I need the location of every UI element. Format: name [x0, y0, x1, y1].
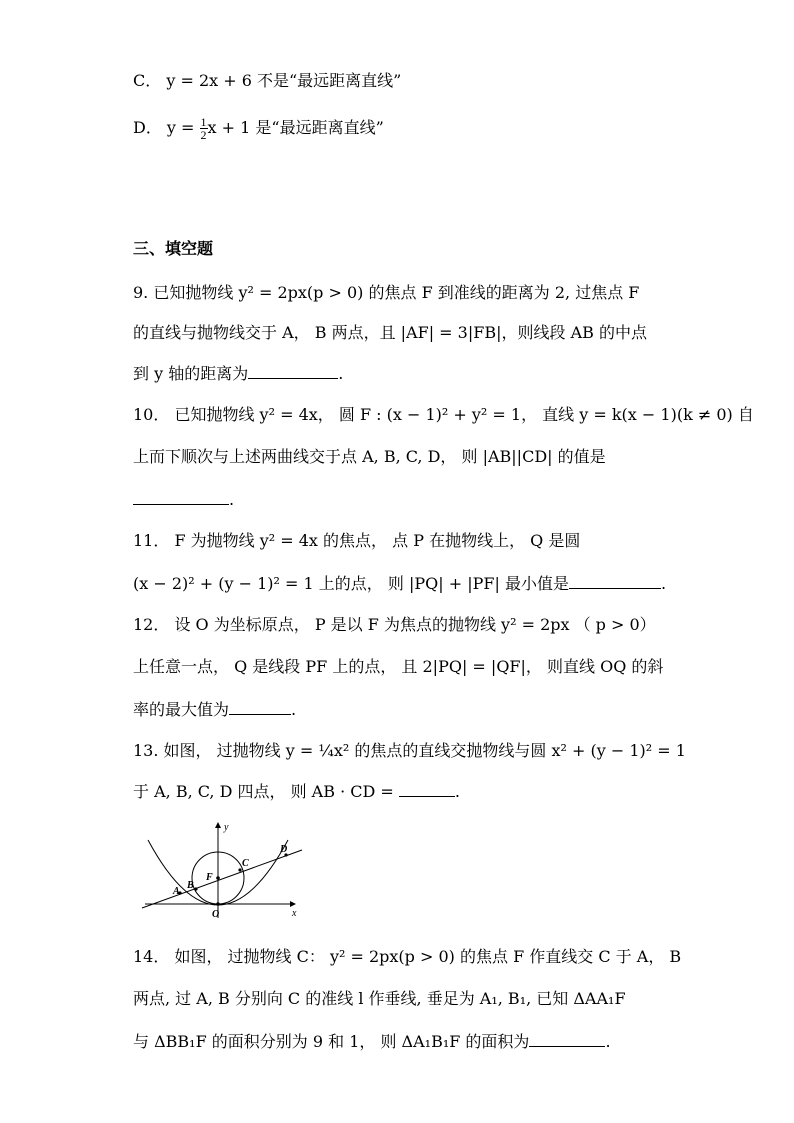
q13-figure	[140, 820, 310, 920]
q10-line-3: .	[133, 488, 234, 511]
label-a: A	[173, 886, 180, 897]
option-d	[133, 116, 384, 141]
fraction-one-half: $\frac{1}{2}$	[200, 115, 207, 142]
label-o: O	[212, 909, 220, 920]
q11-line-2-text: (x − 2)² + (y − 1)² = 1 上的点， 则 |PQ| + |PF| 最小值是	[133, 574, 569, 593]
q14-line-2: 两点, 过 A, B 分别向 C 的准线 l 作垂线, 垂足为 A₁, B₁, 已知 ΔAA₁F	[133, 989, 626, 1008]
label-b: B	[187, 880, 194, 891]
q13-line-2: 于 A, B, C, D 四点， 则 AB · CD = .	[133, 782, 460, 801]
x-axis-arrow-icon	[290, 901, 296, 907]
q9-line-3: 到 y 轴的距离为 .	[133, 364, 344, 383]
answer-blank[interactable]	[529, 1030, 605, 1047]
secant-line	[142, 850, 302, 908]
q13-line-2-text: 于 A, B, C, D 四点， 则 AB · CD =	[133, 782, 394, 801]
origin-point	[216, 902, 220, 906]
answer-blank[interactable]	[399, 780, 455, 797]
q10-line-1: 10． 已知抛物线 y² = 4x， 圆 F : (x − 1)² + y² = 1， 直线 y = k(x − 1)(k ≠ 0) 自	[133, 405, 754, 424]
q9-line-1: 9. 已知抛物线 y² = 2px(p > 0) 的焦点 F 到准线的距离为 2, 过焦点 F	[133, 283, 640, 302]
option-d-prefix: D． y =	[133, 118, 200, 137]
q12-line-1: 12． 设 O 为坐标原点， P 是以 F 为焦点的抛物线 y² = 2px （ p > 0）	[133, 615, 656, 634]
q11-line-2: (x − 2)² + (y − 1)² = 1 上的点， 则 |PQ| + |PF| 最小值是 .	[133, 574, 667, 593]
answer-blank[interactable]	[133, 488, 229, 505]
option-d-suffix: x + 1 是“最远距离直线”	[207, 118, 384, 137]
label-y: y	[224, 822, 229, 833]
focus-point	[216, 876, 220, 880]
q9-line-2: 的直线与抛物线交于 A， B 两点，且 |AF| = 3|FB|，则线段 AB 的中点	[133, 323, 647, 342]
q14-line-1: 14． 如图， 过抛物线 C： y² = 2px(p > 0) 的焦点 F 作直线交 C 于 A， B	[133, 947, 682, 966]
answer-blank[interactable]	[248, 362, 338, 379]
answer-blank[interactable]	[229, 698, 291, 715]
label-d: D	[280, 844, 288, 855]
section-title: 三、填空题	[133, 239, 214, 258]
q11-line-1: 11． F 为抛物线 y² = 4x 的焦点， 点 P 在抛物线上， Q 是圆	[133, 531, 581, 550]
point-b	[194, 887, 197, 890]
q14-line-3-text: 与 ΔBB₁F 的面积分别为 9 和 1， 则 ΔA₁B₁F 的面积为	[133, 1032, 530, 1051]
y-axis-arrow-icon	[215, 822, 221, 828]
option-c: C． y = 2x + 6 不是“最远距离直线”	[133, 71, 402, 90]
label-c: C	[242, 858, 249, 869]
q12-line-3-text: 率的最大值为	[133, 700, 230, 719]
q12-line-3: 率的最大值为 .	[133, 700, 297, 719]
q14-line-3: 与 ΔBB₁F 的面积分别为 9 和 1， 则 ΔA₁B₁F 的面积为 .	[133, 1032, 611, 1051]
label-f: F	[206, 872, 213, 883]
label-x: x	[292, 908, 297, 919]
answer-blank[interactable]	[569, 572, 661, 589]
q12-line-2: 上任意一点， Q 是线段 PF 上的点， 且 2|PQ| = |QF|， 则直线 OQ 的斜	[133, 657, 664, 676]
q10-line-2: 上而下顺次与上述两曲线交于点 A, B, C, D， 则 |AB||CD| 的值是	[133, 447, 606, 466]
q13-line-1: 13. 如图， 过抛物线 y = ¼x² 的焦点的直线交抛物线与圆 x² + (y − 1)² = 1	[133, 741, 686, 760]
q9-line-3-text: 到 y 轴的距离为	[133, 364, 249, 383]
